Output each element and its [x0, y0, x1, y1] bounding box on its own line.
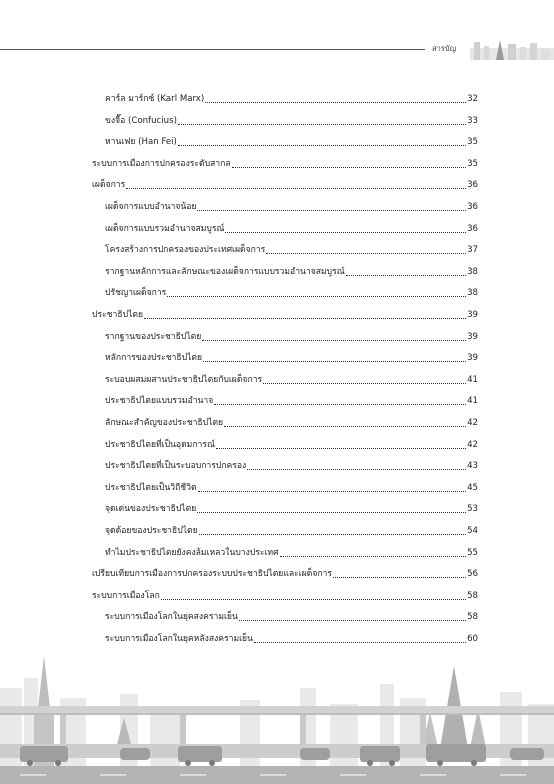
dot-leader	[247, 467, 466, 470]
dot-leader	[205, 100, 466, 103]
dot-leader	[346, 273, 466, 276]
toc-entry[interactable]	[105, 415, 478, 429]
toc-entry-title: ระบบการเมืองโลก	[92, 590, 160, 601]
toc-entry-title: จุดด้อยของประชาธิปไตย	[105, 526, 198, 536]
dot-leader	[254, 640, 466, 643]
toc-entry-page: 41	[467, 374, 478, 385]
toc-entry[interactable]	[105, 501, 478, 515]
toc-entry-page: 53	[467, 504, 478, 515]
toc-entry-page: 35	[467, 137, 478, 148]
dot-leader	[232, 165, 466, 168]
toc-entry[interactable]	[105, 242, 478, 256]
toc-entry[interactable]	[105, 199, 478, 213]
dot-leader	[167, 294, 466, 297]
toc-entry[interactable]	[105, 372, 478, 386]
dot-leader	[280, 554, 467, 557]
toc-entry-title: ระบบการเมืองการปกครองระดับสากล	[92, 158, 231, 169]
toc-entry-page: 58	[467, 612, 478, 623]
toc-entry-title: ประชาธิปไตยแบบรวมอำนาจ	[105, 396, 214, 407]
toc-entry-title: รากฐานของประชาธิปไตย	[105, 331, 202, 342]
toc-entry-page: 35	[467, 158, 478, 169]
toc-entry[interactable]	[105, 393, 478, 407]
toc-entry-page: 42	[467, 439, 478, 450]
toc-entry-title: โครงสร้างการปกครองของประเทศเผด็จการ	[105, 245, 266, 256]
toc-entry[interactable]	[92, 588, 478, 602]
toc-entry-title: หานเฟย (Han Fei)	[105, 137, 177, 148]
temple-skyline-icon	[470, 38, 554, 60]
toc-entry-page: 45	[467, 482, 478, 493]
toc-entry[interactable]	[105, 609, 478, 623]
toc-entry[interactable]	[105, 91, 478, 105]
dot-leader	[199, 532, 466, 535]
toc-entry-page: 54	[467, 526, 478, 536]
dot-leader	[216, 446, 466, 449]
toc-entry-title: ทำไมประชาธิปไตยยังคงล้มเหลวในบางประเทศ	[105, 547, 279, 558]
toc-entry-title: จุดเด่นของประชาธิปไตย	[105, 504, 197, 515]
toc-entry-title: ประชาธิปไตย	[92, 310, 143, 320]
toc-entry-title: ระบบการเมืองโลกในยุคหลังสงครามเย็น	[105, 634, 253, 644]
dot-leader	[266, 251, 466, 254]
toc-entry[interactable]	[92, 566, 478, 580]
toc-entry-page: 56	[467, 569, 478, 580]
dot-leader	[197, 208, 466, 211]
dot-leader	[263, 381, 466, 384]
toc-entry-page: 38	[467, 266, 478, 277]
toc-entry[interactable]	[105, 134, 478, 148]
toc-entry-page: 33	[467, 115, 478, 126]
toc-entry[interactable]	[92, 177, 478, 191]
dot-leader	[178, 143, 466, 146]
toc-entry-title: หลักการของประชาธิปไตย	[105, 353, 202, 364]
toc-entry[interactable]	[105, 458, 478, 472]
dot-leader	[178, 122, 466, 125]
toc-entry-page: 32	[467, 94, 478, 104]
toc-entry[interactable]	[105, 264, 478, 278]
toc-entry-title: เผด็จการ	[92, 180, 126, 191]
dot-leader	[239, 618, 466, 621]
toc-entry[interactable]	[105, 350, 478, 364]
toc-entry-title: คาร์ล มาร์กซ์ (Karl Marx)	[105, 94, 205, 104]
toc-entry[interactable]	[105, 113, 478, 127]
toc-entry-title: ประชาธิปไตยที่เป็นระบอบการปกครอง	[105, 461, 247, 472]
toc-entry-title: ระบบการเมืองโลกในยุคสงครามเย็น	[105, 612, 238, 623]
dot-leader	[144, 316, 466, 319]
toc-entry-page: 36	[467, 202, 478, 212]
toc-entry-title: ปรัชญาเผด็จการ	[105, 288, 167, 299]
toc-entry-page: 41	[467, 396, 478, 407]
toc-entry[interactable]	[105, 480, 478, 494]
toc-entry-page: 55	[467, 547, 478, 558]
toc-entry-page: 60	[467, 634, 478, 644]
header-label: สารบัญ	[432, 44, 456, 53]
dot-leader	[225, 230, 466, 233]
toc-entry-page: 38	[467, 288, 478, 299]
toc-entry[interactable]	[105, 437, 478, 451]
toc-entry-title: ลักษณะสำคัญของประชาธิปไตย	[105, 418, 224, 428]
toc-entry-page: 37	[467, 245, 478, 256]
dot-leader	[202, 338, 466, 341]
toc-entry-page: 43	[467, 461, 478, 472]
toc-entry-title: ขงจื๊อ (Confucius)	[105, 115, 177, 126]
toc-entry-page: 36	[467, 180, 478, 191]
toc-entry-title: ประชาธิปไตยเป็นวิถีชีวิต	[105, 482, 197, 493]
toc-entry-title: ระบอบผสมผสานประชาธิปไตยกับเผด็จการ	[105, 374, 263, 385]
toc-entry-title: เผด็จการแบบอำนาจน้อย	[105, 202, 197, 212]
dot-leader	[161, 597, 466, 600]
toc-entry[interactable]	[92, 156, 478, 170]
dot-leader	[224, 424, 466, 427]
dot-leader	[197, 510, 466, 513]
toc-entry-title: รากฐานหลักการและลักษณะของเผด็จการแบบรวมอำนาจสมบูรณ์	[105, 266, 345, 277]
dot-leader	[126, 186, 466, 189]
toc-entry-page: 39	[467, 353, 478, 364]
toc-entry[interactable]	[105, 631, 478, 645]
dot-leader	[333, 575, 466, 578]
toc-entry-title: ประชาธิปไตยที่เป็นอุดมการณ์	[105, 439, 215, 450]
toc-entry-page: 58	[467, 590, 478, 601]
toc-entry[interactable]	[105, 523, 478, 537]
toc-entry-page: 42	[467, 418, 478, 428]
toc-entry[interactable]	[105, 285, 478, 299]
dot-leader	[203, 359, 466, 362]
toc-entry[interactable]	[105, 329, 478, 343]
toc-entry-title: เปรียบเทียบการเมืองการปกครองระบบประชาธิปไตยและเผด็จการ	[92, 569, 332, 580]
toc-entry-page: 36	[467, 223, 478, 234]
header-rule	[0, 49, 425, 50]
toc-entry[interactable]	[105, 221, 478, 235]
dot-leader	[198, 489, 467, 492]
city-skyline-illustration	[0, 648, 554, 784]
toc-entry-page: 39	[467, 310, 478, 320]
toc-entry-page: 39	[467, 331, 478, 342]
toc-entry[interactable]	[105, 545, 478, 559]
dot-leader	[214, 402, 466, 405]
toc-entry-title: เผด็จการแบบรวมอำนาจสมบูรณ์	[105, 223, 225, 234]
toc-entry[interactable]	[92, 307, 478, 321]
